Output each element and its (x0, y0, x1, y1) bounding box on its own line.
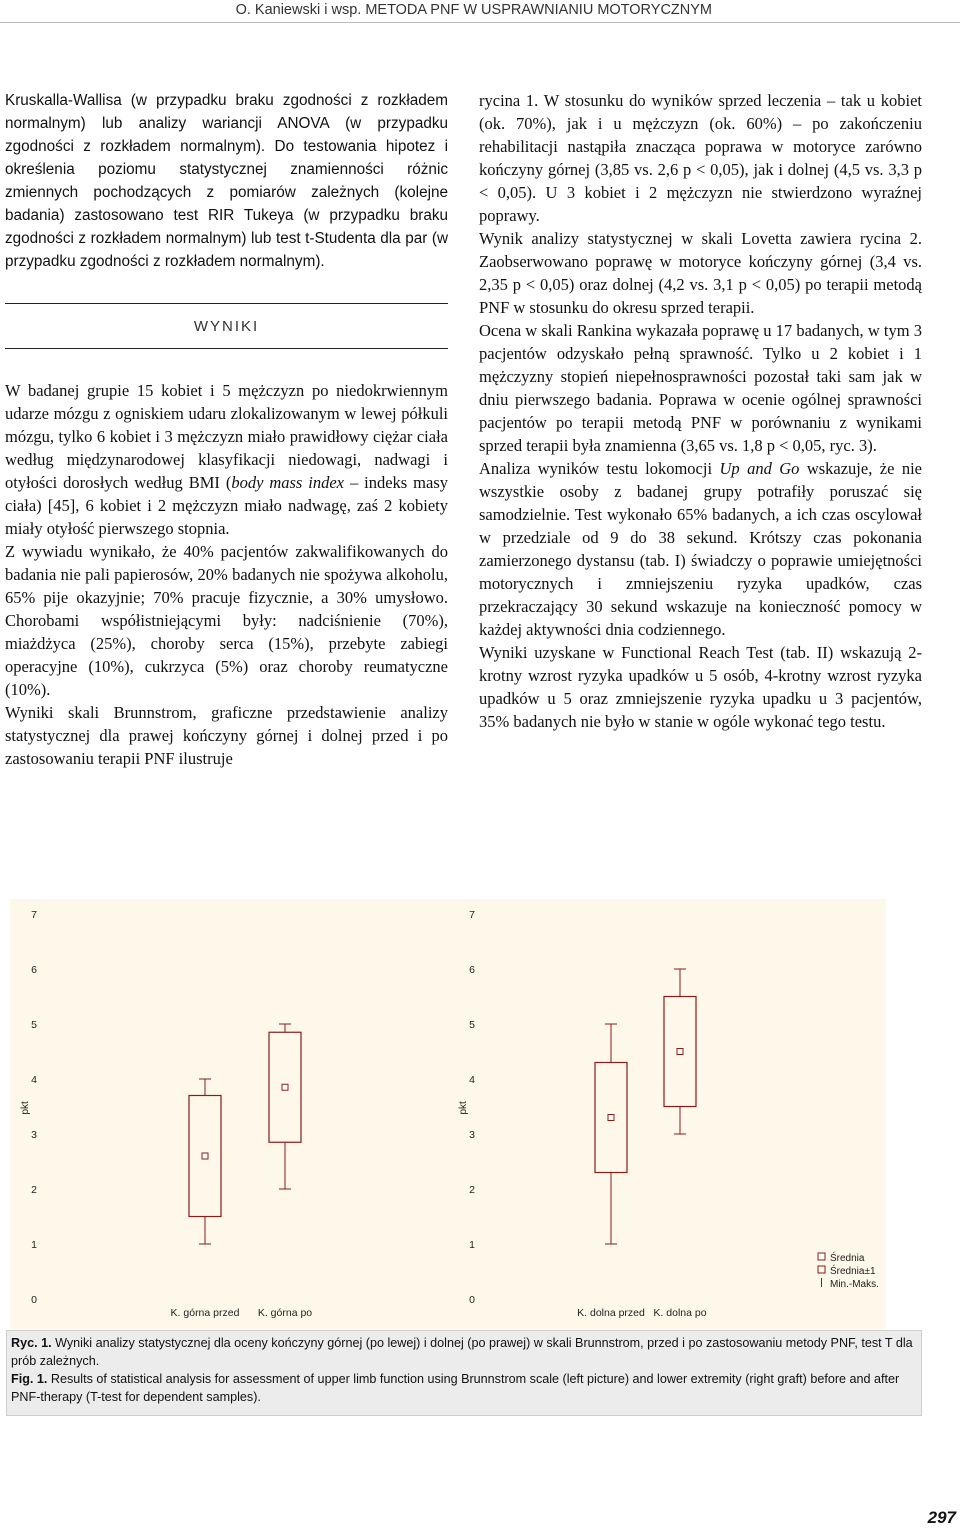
results-paragraph-1 (5, 379, 448, 540)
legend-entry: Średnia (830, 1253, 865, 1264)
legend-entry: Min.-Maks. (830, 1279, 879, 1290)
y-tick-label: 7 (469, 909, 475, 921)
section-heading: WYNIKI (5, 303, 448, 349)
results-paragraph-3: Wyniki skali Brunnstrom, graficzne przedstawienie analizy statystycznej dla prawej kończyny górnej i dolnej przed i po zastosowaniu terapii PNF ilustruje (5, 703, 448, 768)
header-divider (0, 22, 960, 23)
y-tick-label: 0 (31, 1294, 37, 1306)
y-tick-label: 6 (31, 964, 37, 976)
y-tick-label: 7 (31, 909, 37, 921)
y-tick-label: 1 (31, 1239, 37, 1251)
mean-marker (677, 1049, 683, 1055)
y-tick-label: 4 (31, 1074, 37, 1086)
results-text-end: – indeks masy ciała) [45], 6 kobiet i 2 mężczyzn miało nadwagę, zaś 2 kobiety miały otyłość pierwszego stopnia. (5, 473, 448, 538)
y-tick-label: 5 (469, 1019, 475, 1031)
right-paragraph-4 (479, 457, 922, 641)
caption-fig-label: Fig. 1. (11, 1372, 48, 1386)
y-tick-label: 5 (31, 1019, 37, 1031)
methods-paragraph: Kruskalla-Wallisa (w przypadku braku zgodności z rozkładem normalnym) lub analizy wariancji ANOVA (w przypadku zgodności z rozkładem normalnym). Do testowania hipotez i określenia poziomu statystycznej znamienności różnic zmiennych pochodzących z pomiarów zależnych (kolejne badania) zastosowano test RIR Tukeya (w przypadku braku zgodności z rozkładem normalnym) lub test t-Studenta dla par (w przypadku zgodności z rozkładem normalnym). (5, 92, 448, 270)
up-go-italic: Up and Go (719, 459, 800, 478)
y-tick-label: 4 (469, 1074, 475, 1086)
y-axis-label: pkt (20, 1101, 31, 1115)
x-category-label: K. górna przed (170, 1307, 240, 1319)
caption-polish (11, 1334, 917, 1370)
y-tick-label: 1 (469, 1239, 475, 1251)
x-category-label: K. dolna przed (577, 1307, 645, 1319)
up-go-text: Analiza wyników testu lokomocji (479, 459, 720, 478)
y-tick-label: 2 (469, 1184, 475, 1196)
x-category-label: K. górna po (257, 1307, 313, 1319)
mean-marker (608, 1115, 614, 1121)
legend-entry: Średnia±1 (830, 1266, 876, 1277)
y-axis-label: pkt (458, 1101, 469, 1115)
mean-marker (282, 1084, 288, 1090)
right-paragraph-2: Wynik analizy statystycznej w skali Lovetta zawiera rycina 2. Zaobserwowano poprawę w motoryce kończyny górnej (3,4 vs. 2,35 p < 0,05) oraz dolnej (4,2 vs. 3,1 p < 0,05) po terapii metodą PNF w stosunku do okresu sprzed terapii. (479, 229, 922, 317)
bmi-italic-term: body mass index (231, 473, 345, 492)
right-paragraph-5: Wyniki uzyskane w Functional Reach Test (tab. II) wskazują 2-krotny wzrost ryzyka upadków u 5 osób, 4-krotny wzrost ryzyka upadków u 5 oraz zmniejszenie ryzyka upadku u 3 pacjentów, 35% badanych nie było w stanie w ogóle wykonać tego testu. (479, 643, 922, 731)
caption-english (11, 1370, 917, 1406)
right-paragraph-3: Ocena w skali Rankina wykazała poprawę u 17 badanych, w tym 3 pacjentów odzyskało pełną sprawność. Tylko u 2 kobiet i 1 mężczyzny stopień niepełnosprawności pozostał taki sam jak w dniu pierwszego badania. Poprawa w ocenie ogólnej sprawności pacjentów po terapii metodą PNF w porównaniu z wynikami sprzed terapii była znamienna (3,65 vs. 1,8 p < 0,05, ryc. 3). (479, 321, 922, 455)
legend-mean-swatch (818, 1253, 825, 1260)
y-tick-label: 0 (469, 1294, 475, 1306)
left-column (5, 89, 448, 770)
right-paragraph-1: rycina 1. W stosunku do wyników sprzed leczenia – tak u kobiet (ok. 70%), jak i u mężczyzn (ok. 60%) – po zakończeniu rehabilitacji nastąpiła znacząca poprawa w motoryce zarówno kończyny górnej (3,85 vs. 2,6 p < 0,05), jak i dolnej (4,5 vs. 3,3 p < 0,05). U 3 kobiet i 2 mężczyzn nie stwierdzono wyraźnej poprawy. (479, 91, 922, 225)
figure-box-plots (10, 899, 886, 1329)
mean-marker (202, 1153, 208, 1159)
right-column (479, 89, 922, 733)
y-tick-label: 2 (31, 1184, 37, 1196)
box-plot-svg (10, 899, 886, 1329)
up-go-text-end: wskazuje, że nie wszystkie osoby z badanej grupy potrafiły poruszać się samodzielnie. Test wykonało 65% badanych, a ich czas oscylował w przedziale od 9 do 38 sekund. Krótszy czas pokonania zamierzonego dystansu (tab. I) świadczy o poprawie umiejętności motorycznych i zmniejszeniu ryzyka upadków, czas przekraczający 30 sekund wskazuje na konieczność pomocy w każdej aktywności dnia codziennego. (479, 459, 922, 639)
results-paragraph-2: Z wywiadu wynikało, że 40% pacjentów zakwalifikowanych do badania nie pali papierosów, 20% badanych nie spożywa alkoholu, 65% pije okazyjnie; 70% pracuje fizycznie, a 30% umysłowo. Chorobami współistniejącymi były: nadciśnienie (70%), miażdżyca (25%), choroby serca (15%), przebyte zabiegi operacyjne (10%), cukrzyca (5%) oraz choroby reumatyczne (10%). (5, 542, 448, 699)
figure-caption (6, 1330, 922, 1416)
running-header: O. Kaniewski i wsp. METODA PNF W USPRAWNIANIU MOTORYCZNYM (235, 2, 712, 18)
y-tick-label: 3 (469, 1129, 475, 1141)
caption-ryc-label: Ryc. 1. (11, 1336, 52, 1350)
page-number: 297 (927, 1508, 956, 1527)
results-text: W badanej grupie 15 kobiet i 5 mężczyzn po niedokrwiennym udarze mózgu z ogniskiem udaru zlokalizowanym w lewej półkuli mózgu, tylko 6 kobiet i 3 mężczyzn miało prawidłowy ciężar ciała według międzynarodowej klasyfikacji niedowagi, nadwagi i otyłości dorosłych według BMI ( (5, 381, 448, 492)
legend-sd-swatch (818, 1266, 825, 1273)
x-category-label: K. dolna po (653, 1307, 707, 1319)
caption-fig-text: Results of statistical analysis for assessment of upper limb function using Brunnstrom scale (left picture) and lower extremity (right graft) before and after PNF-therapy (T-test for dependent samples). (11, 1372, 900, 1404)
caption-ryc-text: Wyniki analizy statystycznej dla oceny kończyny górnej (po lewej) i dolnej (po prawej) w skali Brunnstrom, przed i po zastosowaniu metody PNF, test T dla prób zależnych. (11, 1336, 913, 1368)
y-tick-label: 3 (31, 1129, 37, 1141)
y-tick-label: 6 (469, 964, 475, 976)
